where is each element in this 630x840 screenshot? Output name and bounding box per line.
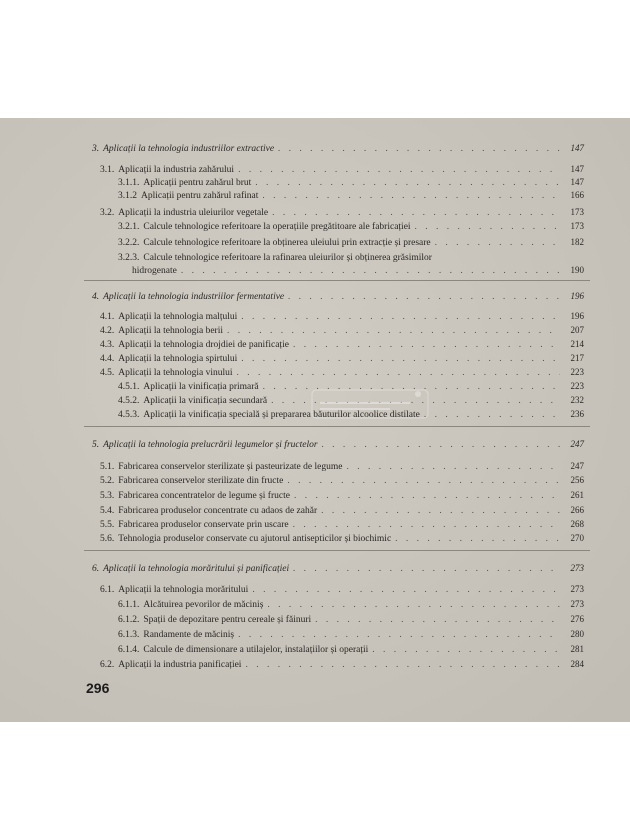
table-of-contents	[0, 118, 630, 722]
toc-page: 266	[570, 505, 584, 515]
toc-leader-dots	[294, 490, 560, 502]
toc-title: Randamente de măciniș	[143, 630, 235, 640]
toc-entry-3-2	[100, 206, 584, 219]
toc-number: 3.1.	[100, 165, 115, 175]
toc-title: Aplicații la industria zahărului	[118, 165, 235, 175]
toc-entry-6-1-1	[118, 598, 584, 611]
toc-number: 6.1.2.	[118, 615, 140, 625]
toc-number: 4.	[92, 292, 100, 302]
toc-entry-3-1	[100, 163, 584, 176]
toc-page: 281	[570, 644, 584, 654]
toc-leader-dots	[241, 311, 560, 323]
toc-number: 6.1.1.	[118, 600, 140, 610]
toc-page: 207	[570, 325, 584, 335]
divider	[84, 550, 590, 551]
toc-entry-5-2	[100, 474, 584, 487]
toc-title: Aplicații la tehnologia morăritului	[118, 585, 249, 595]
toc-leader-dots	[293, 339, 560, 351]
toc-entry-4-5-2	[118, 394, 584, 407]
toc-page: 147	[570, 164, 584, 174]
toc-leader-dots	[271, 395, 560, 407]
toc-page: 256	[570, 475, 584, 485]
toc-leader-dots	[321, 505, 560, 517]
toc-entry-5-5	[100, 518, 584, 531]
toc-title: Calcule tehnologice referitoare la operațiile pregătitoare ale fabricației	[143, 222, 411, 232]
toc-number: 5.6.	[100, 534, 115, 544]
toc-title: Aplicații la tehnologia prelucrării legumelor și fructelor	[103, 440, 318, 450]
toc-leader-dots	[288, 291, 560, 303]
toc-entry-5-4	[100, 504, 584, 517]
toc-page: 273	[570, 584, 584, 594]
toc-title: Aplicații la tehnologia industriilor extractive	[103, 144, 275, 154]
toc-page: 190	[570, 265, 584, 275]
toc-number: 4.3.	[100, 340, 115, 350]
toc-title: Aplicații la tehnologia industriilor fermentative	[103, 292, 285, 302]
toc-title: Aplicații la industria panificației	[118, 660, 242, 670]
toc-leader-dots	[181, 265, 560, 277]
toc-leader-dots	[241, 353, 560, 365]
toc-number: 5.3.	[100, 491, 115, 501]
toc-title: Fabricarea produselor conservate prin uscare	[118, 520, 289, 530]
toc-entry-6-1	[100, 583, 584, 596]
toc-entry-3-2-3-continued	[132, 264, 584, 277]
toc-number: 3.2.2.	[118, 238, 140, 248]
toc-title: Calcule tehnologice referitoare la rafinarea uleiurilor și obținerea grăsimilor	[143, 253, 432, 263]
toc-page: 232	[570, 395, 584, 405]
toc-page: 217	[570, 353, 584, 363]
divider	[84, 280, 590, 281]
toc-page: 236	[570, 409, 584, 419]
toc-title: Aplicații la tehnologia morăritului și panificației	[103, 564, 290, 574]
toc-entry-4-4	[100, 352, 584, 365]
toc-title: Fabricarea concentratelor de legume și fructe	[118, 491, 290, 501]
toc-title: Aplicații pentru zahărul brut	[143, 178, 252, 188]
toc-page: 166	[570, 190, 584, 200]
toc-number: 4.5.	[100, 368, 115, 378]
toc-number: 6.1.4.	[118, 645, 140, 655]
toc-entry-6-1-4	[118, 643, 584, 656]
toc-title: Aplicații la vinificația primară	[143, 382, 259, 392]
toc-entry-6-1-3	[118, 628, 584, 641]
toc-number: 4.5.2.	[118, 396, 140, 406]
toc-number: 5.	[92, 440, 100, 450]
toc-leader-dots	[267, 599, 560, 611]
toc-number: 6.1.	[100, 585, 115, 595]
toc-leader-dots	[395, 533, 560, 545]
toc-title: Aplicații la tehnologia berii	[118, 326, 223, 336]
toc-number: 5.5.	[100, 520, 115, 530]
page-number: 296	[86, 680, 110, 696]
toc-page: 247	[570, 439, 584, 449]
toc-entry-4-1	[100, 310, 584, 323]
toc-title: Aplicații la vinificația secundară	[143, 396, 268, 406]
toc-title: Spații de depozitare pentru cereale și făinuri	[143, 615, 312, 625]
toc-entry-3-2-3	[118, 252, 584, 264]
toc-page: 196	[570, 291, 584, 301]
toc-page: 173	[570, 221, 584, 231]
toc-title: Fabricarea conservelor sterilizate și pasteurizate de legume	[118, 462, 343, 472]
toc-title: Calcule tehnologice referitoare la obținerea uleiului prin extracție și presare	[143, 238, 431, 248]
toc-leader-dots	[346, 461, 560, 473]
toc-number: 6.2.	[100, 660, 115, 670]
toc-entry-4-2	[100, 324, 584, 337]
toc-page: 276	[570, 614, 584, 624]
toc-entry-4-5	[100, 366, 584, 379]
toc-number: 5.2.	[100, 476, 115, 486]
toc-leader-dots	[263, 381, 560, 393]
toc-page: 247	[570, 461, 584, 471]
toc-title: Alcătuirea pevorilor de măciniș	[143, 600, 264, 610]
toc-title-continuation: hidrogenate	[132, 266, 177, 276]
toc-leader-dots	[255, 177, 560, 189]
toc-leader-dots	[287, 475, 560, 487]
toc-page: 214	[570, 339, 584, 349]
book-page	[0, 118, 630, 722]
toc-title: Fabricarea conservelor sterilizate din fructe	[118, 476, 284, 486]
toc-entry-5-3	[100, 489, 584, 502]
toc-title: Aplicații la tehnologia vinului	[118, 368, 233, 378]
toc-leader-dots	[252, 584, 560, 596]
toc-entry-5-1	[100, 460, 584, 473]
toc-title: Aplicații la tehnologia drojdiei de panificație	[118, 340, 289, 350]
toc-chapter-4	[92, 290, 584, 303]
toc-number: 4.2.	[100, 326, 115, 336]
toc-page: 284	[570, 659, 584, 669]
toc-leader-dots	[262, 190, 560, 202]
toc-page: 147	[570, 143, 584, 153]
toc-page: 280	[570, 629, 584, 639]
toc-chapter-3	[92, 142, 584, 155]
toc-entry-4-5-3	[118, 408, 584, 421]
toc-title: Calcule de dimensionare a utilajelor, instalațiilor și operații	[143, 645, 369, 655]
toc-number: 3.1.2	[118, 191, 137, 201]
toc-leader-dots	[293, 519, 560, 531]
toc-entry-6-1-2	[118, 613, 584, 626]
toc-number: 6.1.3.	[118, 630, 140, 640]
toc-page: 273	[570, 563, 584, 573]
toc-title: Aplicații la vinificația specială și prepararea băuturilor alcoolice distilate	[143, 410, 420, 420]
toc-title: Aplicații la tehnologia spirtului	[118, 354, 238, 364]
toc-number: 4.5.1.	[118, 382, 140, 392]
toc-entry-4-3	[100, 338, 584, 351]
toc-entry-4-5-1	[118, 380, 584, 393]
toc-number: 6.	[92, 564, 100, 574]
toc-page: 261	[570, 490, 584, 500]
toc-page: 173	[570, 207, 584, 217]
toc-leader-dots	[278, 143, 560, 155]
toc-entry-5-6	[100, 532, 584, 545]
toc-page: 223	[570, 381, 584, 391]
toc-page: 182	[570, 237, 584, 247]
toc-number: 5.4.	[100, 506, 115, 516]
toc-leader-dots	[435, 237, 560, 249]
toc-leader-dots	[245, 659, 560, 671]
toc-number: 4.5.3.	[118, 410, 140, 420]
toc-leader-dots	[415, 221, 560, 233]
toc-leader-dots	[227, 325, 560, 337]
toc-title: Fabricarea produselor concentrate cu adaos de zahăr	[118, 506, 318, 516]
toc-number: 3.2.	[100, 208, 115, 218]
toc-chapter-6	[92, 562, 584, 575]
toc-page: 273	[570, 599, 584, 609]
toc-page: 223	[570, 367, 584, 377]
toc-page: 196	[570, 311, 584, 321]
toc-number: 5.1.	[100, 462, 115, 472]
toc-page: 270	[570, 533, 584, 543]
toc-chapter-5	[92, 438, 584, 451]
toc-number: 4.4.	[100, 354, 115, 364]
toc-title: Aplicații pentru zahărul rafinat	[141, 191, 259, 201]
divider	[84, 426, 590, 427]
toc-leader-dots	[293, 563, 560, 575]
toc-entry-3-1-2	[118, 189, 584, 202]
toc-number: 3.2.1.	[118, 222, 140, 232]
toc-leader-dots	[424, 409, 560, 421]
toc-number: 3.2.3.	[118, 253, 140, 263]
toc-leader-dots	[322, 439, 560, 451]
toc-title: Aplicații la industria uleiurilor vegetale	[118, 208, 269, 218]
toc-page: 147	[570, 177, 584, 187]
toc-entry-3-1-1	[118, 176, 584, 189]
toc-leader-dots	[372, 644, 560, 656]
toc-leader-dots	[238, 164, 560, 176]
toc-entry-3-2-2	[118, 236, 584, 249]
toc-title: Aplicații la tehnologia malțului	[118, 312, 238, 322]
toc-entry-3-2-1	[118, 220, 584, 233]
toc-page: 268	[570, 519, 584, 529]
toc-number: 3.1.1.	[118, 178, 140, 188]
toc-entry-6-2	[100, 658, 584, 671]
toc-leader-dots	[237, 367, 561, 379]
toc-number: 3.	[92, 144, 100, 154]
toc-leader-dots	[315, 614, 560, 626]
toc-number: 4.1.	[100, 312, 115, 322]
toc-leader-dots	[238, 629, 560, 641]
toc-title: Tehnologia produselor conservate cu ajutorul antisepticilor și biochimic	[118, 534, 392, 544]
toc-leader-dots	[272, 207, 560, 219]
